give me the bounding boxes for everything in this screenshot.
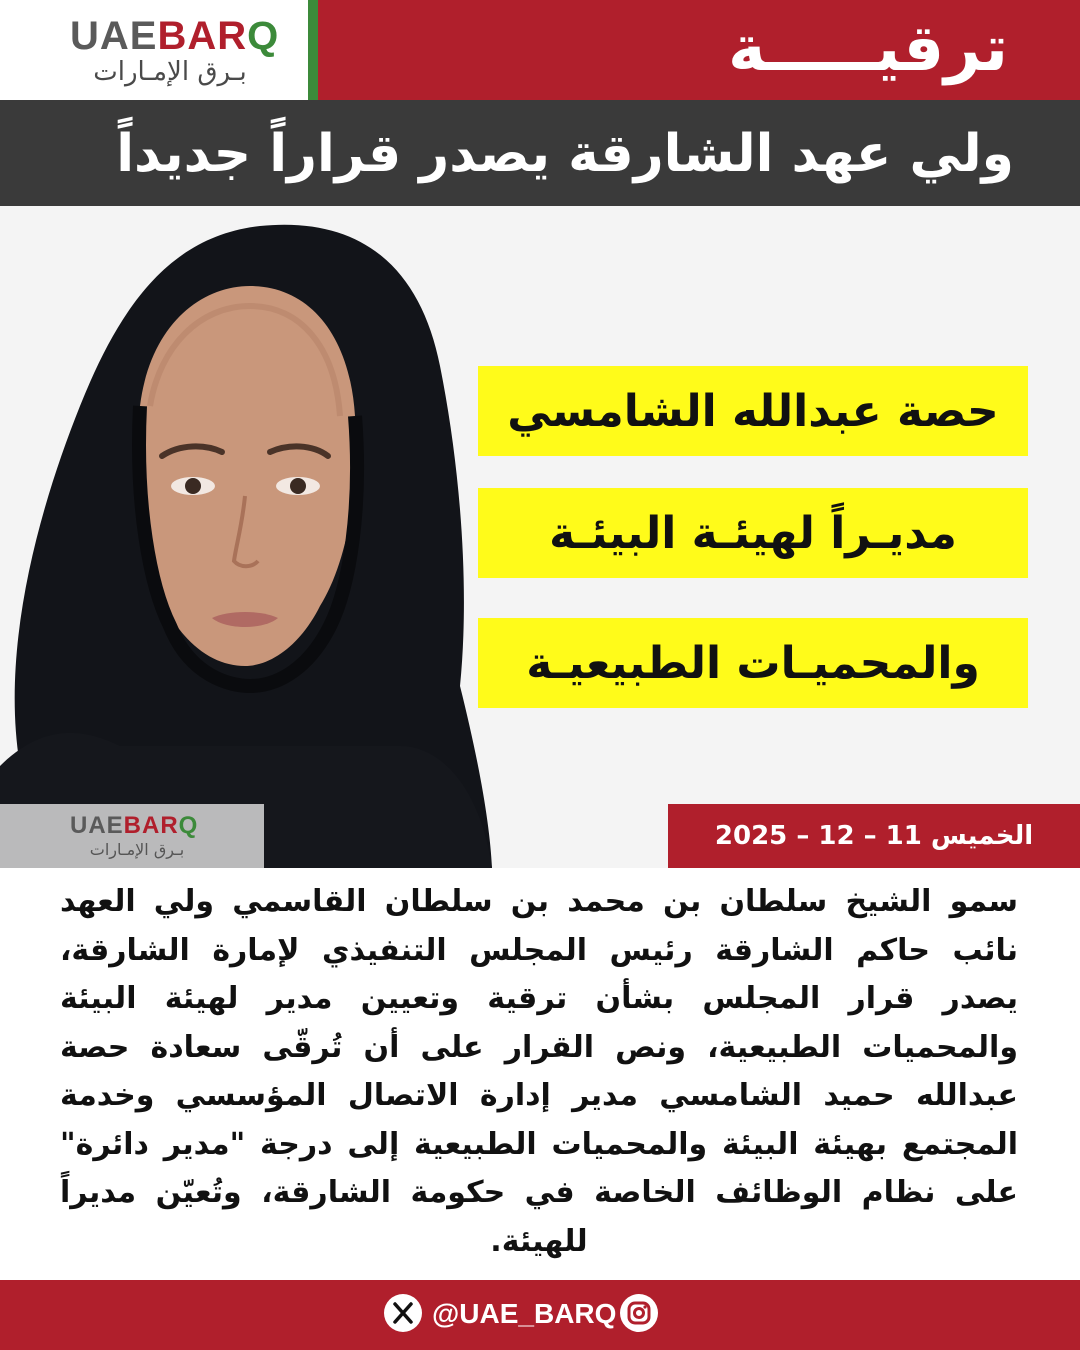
article-body: سمو الشيخ سلطان بن محمد بن سلطان القاسمي ولي العهد نائب حاكم الشارقة رئيس المجلس التنفيذي لإمارة الشارقة، يصدر قرار المجلس بشأن ترقية وتعيين مدير لهيئة البيئة والمحميات الطبيعية، ونص القرار على أن تُرقّى سعادة حصة عبدالله حميد الشامسي مدير إدارة الاتصال المؤسسي وخدمة المجتمع بهيئة البيئة والمحميات الطبيعية إلى درجة "مدير دائرة" على نظام الوظائف الخاصة في حكومة الشارقة، وتُعيّن مديراً للهيئة. <box>60 884 1018 1259</box>
flag-strip <box>308 0 318 100</box>
brand-logo-arabic: بـرق الإمـارات <box>93 57 247 87</box>
instagram-icon[interactable] <box>620 1294 658 1332</box>
date-label: الخميس 11 – 12 – 2025 <box>668 804 1080 868</box>
watermark-logo: UAEBARQ <box>70 812 199 839</box>
x-logo-glyph <box>384 1294 422 1332</box>
highlight-organization: والمحميـات الطبيعيـة <box>478 618 1028 708</box>
brand-logo: UAEBARQ <box>70 14 280 58</box>
highlight-position: مديـراً لهيئـة البيئـة <box>478 488 1028 578</box>
watermark-logo-arabic: بـرق الإمـارات <box>89 840 185 859</box>
category-tag: ترقيـــــة <box>727 12 1008 86</box>
headline: ولي عهد الشارقة يصدر قراراً جديداً <box>116 124 1014 184</box>
social-handle[interactable]: @UAE_BARQ <box>432 1298 617 1329</box>
instagram-glyph <box>620 1294 658 1332</box>
x-icon[interactable] <box>384 1294 422 1332</box>
highlight-name: حصة عبدالله الشامسي <box>478 366 1028 456</box>
